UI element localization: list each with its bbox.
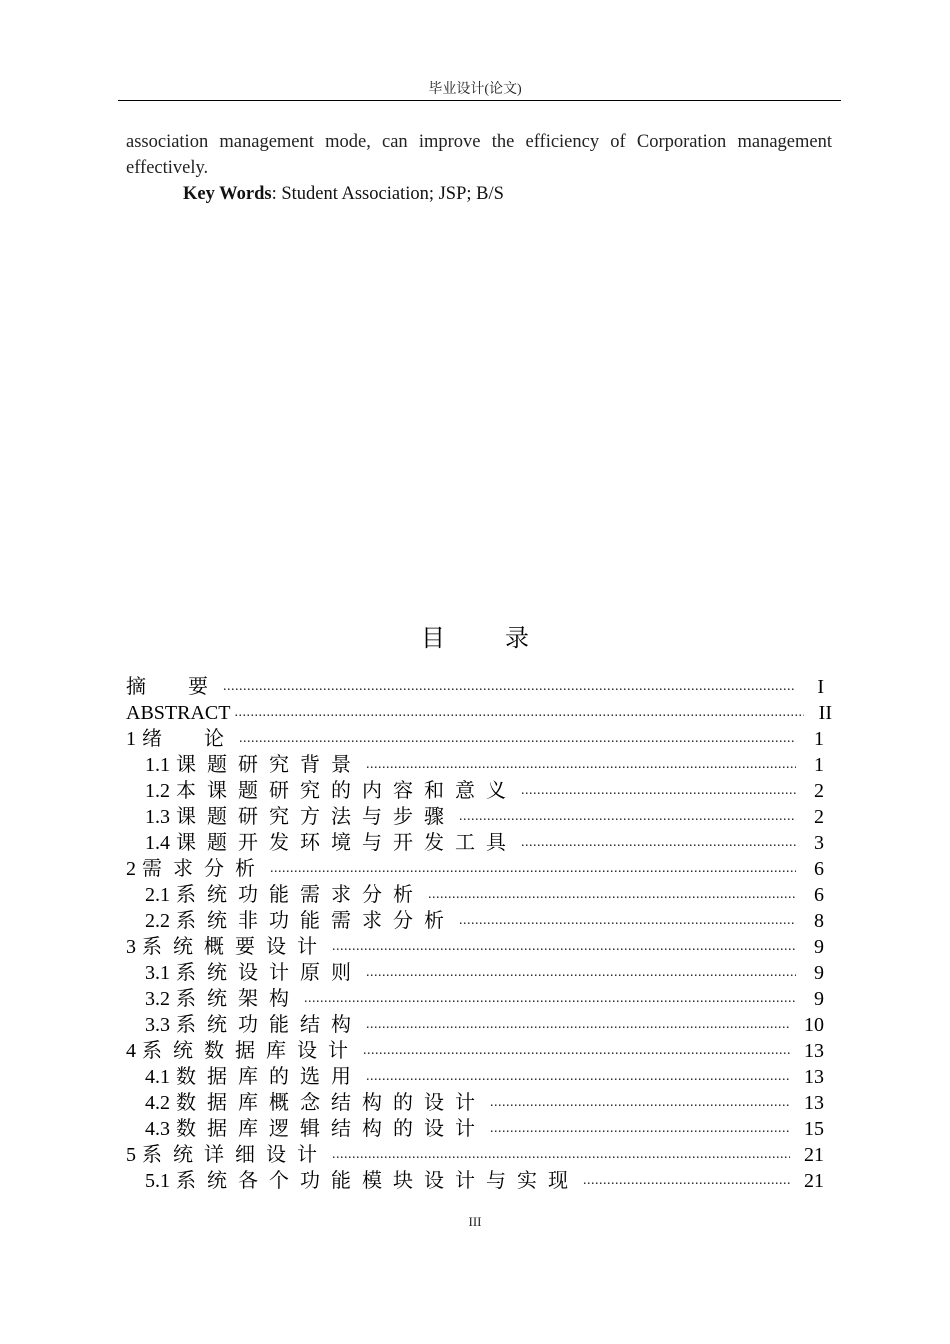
- toc-leader-dots: [459, 912, 796, 930]
- toc-entry[interactable]: [126, 700, 832, 726]
- toc-entry-page: 9: [814, 988, 824, 1010]
- toc-entry-title: [145, 1168, 579, 1194]
- toc-entry-label: 摘 要: [126, 676, 219, 698]
- toc-entry-page: 8: [814, 910, 824, 932]
- toc-entry-label: 数据库逻辑结构的设计: [176, 1118, 486, 1140]
- toc-entry-number: 3: [126, 936, 136, 958]
- toc-entry-title: [126, 700, 230, 726]
- toc-entry[interactable]: [126, 856, 832, 882]
- toc-entry-page: 13: [804, 1040, 824, 1062]
- toc-entry-label: 课题研究背景: [176, 754, 362, 776]
- toc-title-left: 目: [421, 626, 445, 652]
- toc-entry-label: ABSTRACT: [126, 702, 231, 724]
- toc-entry-title: [145, 1012, 362, 1038]
- toc-entry-title: [145, 908, 455, 934]
- toc-entry-label: 课题研究方法与步骤: [176, 806, 455, 828]
- toc-entry-number: 3.3: [145, 1014, 170, 1036]
- keywords-value: : Student Association; JSP; B/S: [271, 184, 504, 204]
- running-header: 毕业设计(论文): [428, 82, 522, 97]
- toc-entry-label: 绪 论: [142, 728, 235, 750]
- toc-entry-page: 6: [814, 884, 824, 906]
- toc-entry-title: [145, 804, 455, 830]
- toc-entry-number: 1.3: [145, 806, 170, 828]
- page-number: III: [468, 1214, 482, 1229]
- toc-entry-label: 系统概要设计: [142, 936, 328, 958]
- toc-leader-dots: [332, 938, 796, 956]
- toc-entry[interactable]: [126, 1012, 832, 1038]
- toc-entry-title: [145, 882, 424, 908]
- toc-entry-page: 6: [814, 858, 824, 880]
- toc-leader-dots: [521, 782, 796, 800]
- toc-entry-title: [126, 1142, 328, 1168]
- toc-leader-dots: [366, 1016, 790, 1034]
- toc-entry-number: 3.1: [145, 962, 170, 984]
- toc-entry-number: 2.1: [145, 884, 170, 906]
- toc-entry-page: 13: [804, 1092, 824, 1114]
- toc-entry-page: 21: [804, 1170, 824, 1192]
- toc-entry-title: [126, 934, 328, 960]
- toc-entry[interactable]: [126, 960, 832, 986]
- toc-entry-number: 2: [126, 858, 136, 880]
- toc-entry[interactable]: [126, 674, 832, 700]
- toc-entry-title: [126, 674, 219, 700]
- toc-entry-number: 5.1: [145, 1170, 170, 1192]
- toc-entry-title: [145, 778, 517, 804]
- toc-entry-page: 13: [804, 1066, 824, 1088]
- toc-entry-page: 21: [804, 1144, 824, 1166]
- header-rule: [118, 100, 841, 101]
- toc-entry-title: [126, 856, 266, 882]
- toc-leader-dots: [366, 756, 796, 774]
- toc-entry[interactable]: [126, 1142, 832, 1168]
- toc-entry[interactable]: [126, 830, 832, 856]
- toc-entry-title: [145, 1090, 486, 1116]
- abstract-continuation: association management mode, can improve the efficiency of Corporation management effectively.: [126, 132, 832, 178]
- toc-entry-number: 3.2: [145, 988, 170, 1010]
- toc-entry-number: 2.2: [145, 910, 170, 932]
- toc-leader-dots: [490, 1120, 790, 1138]
- toc-entry-label: 数据库概念结构的设计: [176, 1092, 486, 1114]
- toc-entry-page: 2: [814, 806, 824, 828]
- toc-entry-label: 本课题研究的内容和意义: [176, 780, 517, 802]
- toc-entry[interactable]: [126, 934, 832, 960]
- toc-entry-number: 4.3: [145, 1118, 170, 1140]
- toc-entry-title: [145, 960, 362, 986]
- toc-entry[interactable]: [126, 882, 832, 908]
- toc-entry-number: 1.1: [145, 754, 170, 776]
- toc-leader-dots: [583, 1172, 790, 1190]
- toc-entry-label: 系统详细设计: [142, 1144, 328, 1166]
- toc-entry-page: 3: [814, 832, 824, 854]
- toc-leader-dots: [363, 1042, 790, 1060]
- toc-entry[interactable]: [126, 1064, 832, 1090]
- toc-entry-page: I: [817, 676, 824, 698]
- toc-entry-number: 1.2: [145, 780, 170, 802]
- toc-entry[interactable]: [126, 1116, 832, 1142]
- toc-entry-page: 9: [814, 962, 824, 984]
- toc-entry-page: 1: [814, 754, 824, 776]
- toc-entry-label: 需求分析: [142, 858, 266, 880]
- toc-entry-page: 10: [804, 1014, 824, 1036]
- toc-entry-number: 1.4: [145, 832, 170, 854]
- toc-leader-dots: [490, 1094, 790, 1112]
- toc-entry-label: 系统非功能需求分析: [176, 910, 455, 932]
- toc-entry-title: [145, 752, 362, 778]
- toc-title: [0, 618, 950, 653]
- toc-entry[interactable]: [126, 908, 832, 934]
- toc-entry[interactable]: [126, 1038, 832, 1064]
- toc-entry-title: [126, 726, 235, 752]
- toc-entry-label: 系统数据库设计: [142, 1040, 359, 1062]
- toc-entry[interactable]: [126, 1168, 832, 1194]
- toc-leader-dots: [428, 886, 796, 904]
- toc-entry-label: 系统各个功能模块设计与实现: [176, 1170, 579, 1192]
- toc-leader-dots: [366, 964, 796, 982]
- toc-entry[interactable]: [126, 726, 832, 752]
- toc-entry-title: [145, 830, 517, 856]
- keywords-line: [183, 181, 504, 207]
- toc-entry[interactable]: [126, 1090, 832, 1116]
- toc-leader-dots: [234, 704, 804, 722]
- toc-entry[interactable]: [126, 986, 832, 1012]
- toc-entry-page: 9: [814, 936, 824, 958]
- toc-entry-label: 课题开发环境与开发工具: [176, 832, 517, 854]
- toc-entry-page: 15: [804, 1118, 824, 1140]
- toc-entry-label: 数据库的选用: [176, 1066, 362, 1088]
- toc-entry[interactable]: [126, 804, 832, 830]
- toc-leader-dots: [521, 834, 796, 852]
- toc-entry[interactable]: [126, 778, 832, 804]
- toc-entry-title: [145, 1116, 486, 1142]
- toc-entry-label: 系统功能需求分析: [176, 884, 424, 906]
- toc-entry-number: 1: [126, 728, 136, 750]
- toc-entry[interactable]: [126, 752, 832, 778]
- toc-leader-dots: [459, 808, 796, 826]
- toc-leader-dots: [223, 678, 796, 696]
- toc-entry-number: 4.1: [145, 1066, 170, 1088]
- toc-entry-page: 2: [814, 780, 824, 802]
- toc-entry-title: [145, 986, 300, 1012]
- toc-entry-page: 1: [814, 728, 824, 750]
- toc-title-right: 录: [505, 626, 529, 652]
- keywords-label: Key Words: [183, 184, 272, 204]
- toc-entry-number: 4.2: [145, 1092, 170, 1114]
- toc-entry-title: [126, 1038, 359, 1064]
- toc-entry-page: II: [818, 702, 832, 724]
- toc-leader-dots: [304, 990, 796, 1008]
- table-of-contents: [126, 674, 832, 1194]
- toc-entry-number: 4: [126, 1040, 136, 1062]
- toc-entry-label: 系统功能结构: [176, 1014, 362, 1036]
- toc-leader-dots: [332, 1146, 790, 1164]
- toc-leader-dots: [239, 730, 796, 748]
- toc-entry-label: 系统设计原则: [176, 962, 362, 984]
- toc-entry-number: 5: [126, 1144, 136, 1166]
- toc-entry-label: 系统架构: [176, 988, 300, 1010]
- toc-entry-title: [145, 1064, 362, 1090]
- toc-leader-dots: [270, 860, 796, 878]
- toc-leader-dots: [366, 1068, 790, 1086]
